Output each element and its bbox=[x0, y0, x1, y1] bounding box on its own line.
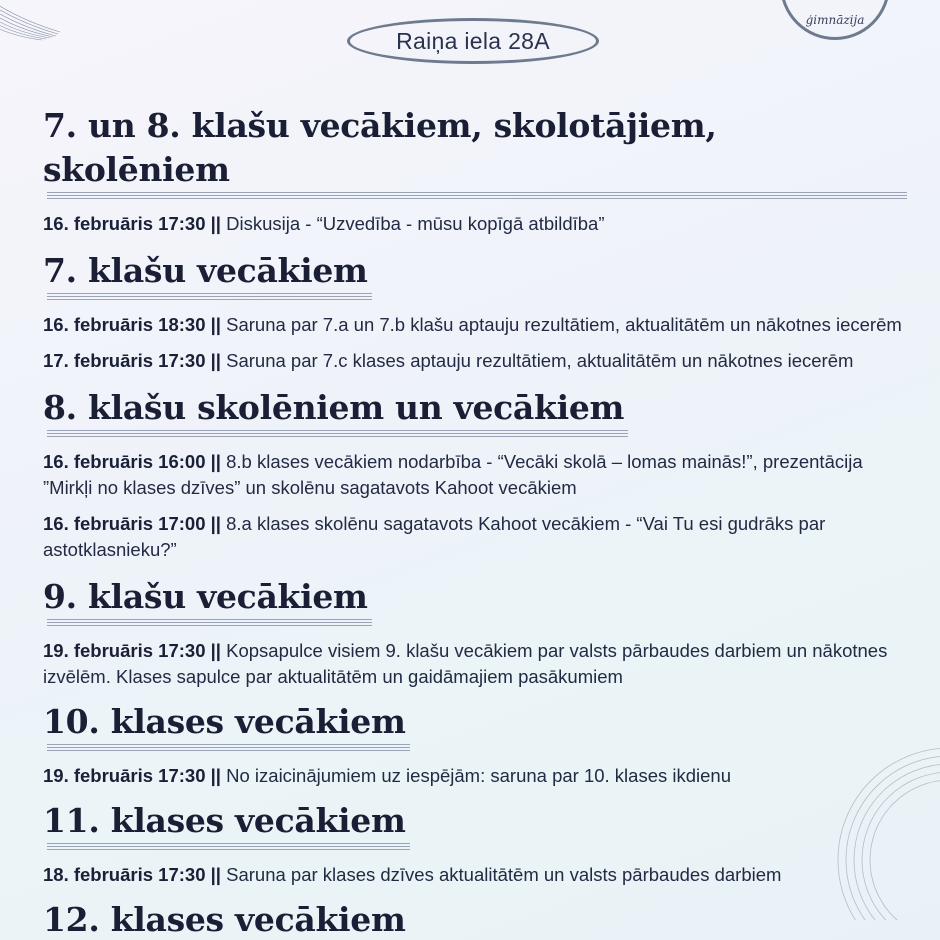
section-grade-7 bbox=[43, 249, 903, 374]
section-heading bbox=[43, 386, 624, 445]
entry-text: Diskusija - “Uzvedība - mūsu kopīgā atbildība” bbox=[226, 213, 605, 234]
section-grade-10 bbox=[43, 700, 903, 789]
section-heading bbox=[43, 898, 406, 940]
address-text: Raiņa iela 28A bbox=[396, 27, 550, 54]
entry-separator: || bbox=[210, 765, 221, 786]
section-grade-12 bbox=[43, 898, 903, 940]
entry-separator: || bbox=[210, 864, 221, 885]
section-heading bbox=[43, 104, 903, 207]
section-heading bbox=[43, 249, 368, 308]
entry-date: 16. februāris 17:30 bbox=[43, 213, 206, 234]
entry-date: 19. februāris 17:30 bbox=[43, 640, 206, 661]
schedule-entry bbox=[43, 312, 903, 338]
school-logo bbox=[780, 0, 890, 40]
heading-underline bbox=[47, 619, 372, 626]
logo-text: ģimnāzija bbox=[805, 13, 865, 27]
section-title: 9. klašu vecākiem bbox=[43, 577, 368, 616]
section-title: 7. un 8. klašu vecākiem, skolotājiem, skolēniem bbox=[43, 106, 717, 189]
entry-text: Saruna par 7.a un 7.b klašu aptauju rezultātiem, aktualitātēm un nākotnes iecerēm bbox=[226, 314, 902, 335]
schedule-entry bbox=[43, 449, 903, 501]
entry-date: 16. februāris 18:30 bbox=[43, 314, 206, 335]
section-grade-9 bbox=[43, 575, 903, 690]
section-grade-7-8-all bbox=[43, 104, 903, 237]
entry-date: 16. februāris 16:00 bbox=[43, 451, 206, 472]
entry-text: No izaicinājumiem uz iespējām: saruna par 10. klases ikdienu bbox=[226, 765, 732, 786]
section-title: 10. klases vecākiem bbox=[43, 702, 406, 741]
entry-text: 8.b klases vecākiem nodarbība - “Vecāki skolā – lomas mainās!”, prezentācija ”Mirkļi no klases dzīves” un skolēnu sagatavots Kahoot vecākiem bbox=[43, 451, 863, 498]
section-title: 11. klases vecākiem bbox=[43, 801, 406, 840]
entry-date: 18. februāris 17:30 bbox=[43, 864, 206, 885]
address-label bbox=[347, 18, 599, 64]
schedule-entry bbox=[43, 638, 903, 690]
entry-date: 16. februāris 17:00 bbox=[43, 513, 206, 534]
schedule-entry bbox=[43, 348, 903, 374]
entry-text: Kopsapulce visiem 9. klašu vecākiem par valsts pārbaudes darbiem un nākotnes izvēlēm. Klases sapulce par aktualitātēm un gaidāmajiem pasākumiem bbox=[43, 640, 888, 687]
section-heading bbox=[43, 575, 368, 634]
section-title: 12. klases vecākiem bbox=[43, 900, 406, 939]
section-title: 8. klašu skolēniem un vecākiem bbox=[43, 388, 625, 427]
entry-separator: || bbox=[210, 350, 221, 371]
schedule-entry bbox=[43, 763, 903, 789]
entry-separator: || bbox=[210, 640, 221, 661]
entry-separator: || bbox=[210, 451, 221, 472]
section-grade-11 bbox=[43, 799, 903, 888]
schedule-entry bbox=[43, 511, 903, 563]
section-grade-8 bbox=[43, 386, 903, 563]
section-title: 7. klašu vecākiem bbox=[43, 251, 368, 290]
heading-underline bbox=[47, 744, 410, 751]
section-heading bbox=[43, 799, 406, 858]
heading-underline bbox=[47, 843, 410, 850]
entry-text: Saruna par klases dzīves aktualitātēm un valsts pārbaudes darbiem bbox=[226, 864, 782, 885]
entry-separator: || bbox=[210, 213, 221, 234]
schedule-content bbox=[43, 104, 903, 940]
wave-lines-decoration bbox=[0, 0, 70, 50]
entry-date: 17. februāris 17:30 bbox=[43, 350, 206, 371]
entry-date: 19. februāris 17:30 bbox=[43, 765, 206, 786]
section-heading bbox=[43, 700, 406, 759]
entry-text: Saruna par 7.c klases aptauju rezultātiem, aktualitātēm un nākotnes iecerēm bbox=[226, 350, 854, 371]
entry-separator: || bbox=[210, 314, 221, 335]
heading-underline bbox=[47, 430, 628, 437]
schedule-entry bbox=[43, 862, 903, 888]
schedule-entry bbox=[43, 211, 903, 237]
entry-separator: || bbox=[210, 513, 221, 534]
heading-underline bbox=[47, 293, 372, 300]
entry-text: 8.a klases skolēnu sagatavots Kahoot vecākiem - “Vai Tu esi gudrāks par astotklasnieku?” bbox=[43, 513, 826, 560]
heading-underline bbox=[47, 192, 907, 199]
